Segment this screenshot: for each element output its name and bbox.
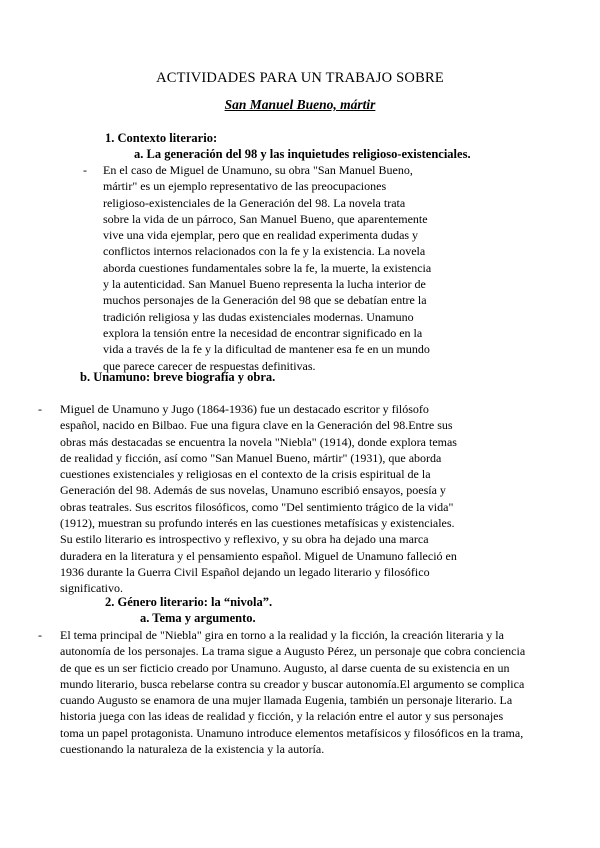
section-1a-paragraph	[83, 162, 433, 374]
section-2a-paragraph	[38, 627, 528, 757]
bullet-dash: -	[38, 402, 42, 416]
section-2a-text: El tema principal de "Niebla" gira en torno a la realidad y la ficción, la creación literaria y la autonomía de los personajes. La trama sigue a Augusto Pérez, un personaje que cobra conciencia de que es un ser ficticio creado por Unamuno. Augusto, al darse cuenta de su existencia en un mundo literario, busca rebelarse contra su creador y buscar autonomía.El argumento se complica cuando Augusto se enamora de una mujer llamada Eugenia, también un personaje literario. La historia juega con las ideas de realidad y ficción, y la relación entre el autor y sus personajes toma un papel protagonista. Unamuno introduce elementos metafísicos y filosóficos en la trama, cuestionando la naturaleza de la existencia y la autoría.	[60, 628, 526, 757]
section-1a-text: En el caso de Miguel de Unamuno, su obra "San Manuel Bueno, mártir" es un ejemplo representativo de las preocupaciones religioso-existenciales de la Generación del 98. La novela trata sobre la vida de un párroco, San Manuel Bueno, que aparentemente vive una vida ejemplar, pero que en realidad experimenta dudas y conflictos internos relacionados con la fe y la existencia. La novela aborda cuestiones fundamentales sobre la fe, la muerte, la existencia y la autenticidad. San Manuel Bueno representa la lucha interior de muchos personajes de la Generación del 98 que se debatían entre la tradición religiosa y las dudas existenciales modernas. Unamuno explora la tensión entre la necesidad de encontrar significado en la vida a través de la fe y la dificultad de mantener esa fe en un mundo que parece carecer de respuestas definitivas.	[103, 163, 432, 373]
section-1-heading: 1. Contexto literario:	[105, 131, 218, 145]
section-2-heading: 2. Género literario: la “nivola”.	[105, 595, 273, 609]
section-1b-text: Miguel de Unamuno y Jugo (1864-1936) fue un destacado escritor y filósofo español, nacido en Bilbao. Fue una figura clave en la Generación del 98.Entre sus obras más destacadas se encuentra la novela "Niebla" (1914), donde explora temas de realidad y ficción, así como "San Manuel Bueno, mártir" (1931), que aborda cuestiones existenciales y religiosas en el contexto de la crisis espiritual de la Generación del 98. Además de sus novelas, Unamuno escribió ensayos, poesía y obras teatrales. Sus escritos filosóficos, como "Del sentimiento trágico de la vida" (1912), muestran su profundo interés en las cuestiones metafísicas y existenciales. Su estilo literario es introspectivo y reflexivo, y su obra ha dejado una marca duradera en la literatura y el pensamiento español. Miguel de Unamuno falleció en 1936 durante la Guerra Civil Español dejando un legado literario y filosófico significativo.	[60, 402, 457, 596]
section-1b-heading: b. Unamuno: breve biografía y obra.	[80, 370, 276, 384]
document-title: ACTIVIDADES PARA UN TRABAJO SOBRE	[156, 70, 444, 86]
section-1b-paragraph	[38, 401, 458, 597]
bullet-dash: -	[38, 628, 42, 642]
section-2a-heading: a. Tema y argumento.	[140, 611, 256, 625]
bullet-dash: -	[83, 163, 87, 177]
document-subtitle: San Manuel Bueno, mártir	[224, 97, 376, 112]
section-1a-heading: a. La generación del 98 y las inquietudes religioso-existenciales.	[134, 147, 471, 161]
